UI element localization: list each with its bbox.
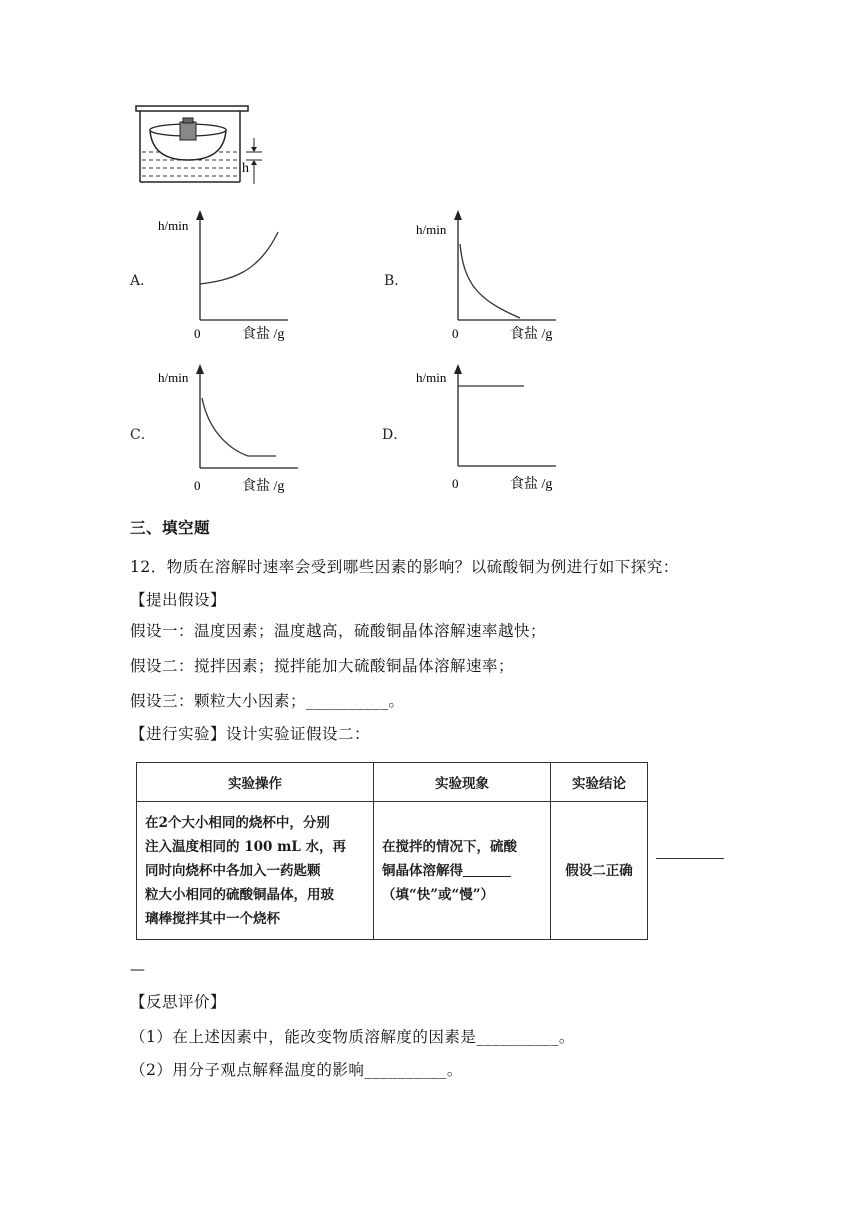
table-cell-operation: 在2个大小相同的烧杯中，分别 注入温度相同的 100 mL 水，再 同时向烧杯中各加入一药匙颗 粒大小相同的硫酸铜晶体，用玻 璃棒搅拌其中一个烧杯 [137,802,374,940]
graph-b-xlabel: 食盐 /g [510,327,553,342]
graph-c-xlabel: 食盐 /g [242,479,285,494]
table-cell-conclusion: 假设二正确 [551,802,648,940]
apparatus-figure [128,100,268,190]
graph-c-ylabel: h/min [158,370,189,385]
option-d-label: D． [382,427,408,443]
answer-blank-phenomenon[interactable] [463,862,511,877]
hypothesis-2: 假设二：搅拌因素；搅拌能加大硫酸铜晶体溶解速率； [130,657,515,675]
section-title: 三、填空题 [130,518,211,537]
table-header-operation: 实验操作 [137,763,374,802]
reflection-header: 【反思评价】 [130,993,227,1011]
option-b-label: B． [384,273,409,289]
graph-b-ylabel: h/min [416,222,447,237]
hypothesis-3: 假设三：颗粒大小因素；__________。 [130,692,405,710]
graph-a [150,204,290,350]
dash-mark: — [130,960,145,978]
experiment-header: 【进行实验】设计实验证假设二： [130,725,371,743]
answer-blank-line[interactable] [656,858,724,859]
graph-b-origin: 0 [452,326,459,341]
option-c-label: C． [130,427,155,443]
hypothesis-header: 【提出假设】 [130,591,227,609]
experiment-table [136,762,648,940]
graph-b [408,204,558,350]
option-a-label: A． [130,273,155,289]
reflection-2: （2）用分子观点解释温度的影响__________。 [130,1061,463,1079]
table-header-phenomenon: 实验现象 [374,763,551,802]
graph-a-origin: 0 [194,326,201,341]
graph-a-ylabel: h/min [158,218,189,233]
table-cell-phenomenon: 在搅拌的情况下，硫酸 铜晶体溶解得 （填“快”或“慢”） [374,802,551,940]
reflection-1: （1）在上述因素中，能改变物质溶解度的因素是__________。 [130,1028,575,1046]
graph-d-xlabel: 食盐 /g [510,477,553,492]
graph-d-origin: 0 [452,476,459,491]
graph-d [408,358,558,504]
graph-a-xlabel: 食盐 /g [242,327,285,342]
graph-c [150,358,300,504]
table-header-conclusion: 实验结论 [551,763,648,802]
h-label: h [242,161,249,176]
question-12: 12．物质在溶解时速率会受到哪些因素的影响？以硫酸铜为例进行如下探究： [130,558,679,576]
graph-c-origin: 0 [194,478,201,493]
hypothesis-1: 假设一：温度因素；温度越高，硫酸铜晶体溶解速率越快； [130,622,547,640]
graph-d-ylabel: h/min [416,370,447,385]
